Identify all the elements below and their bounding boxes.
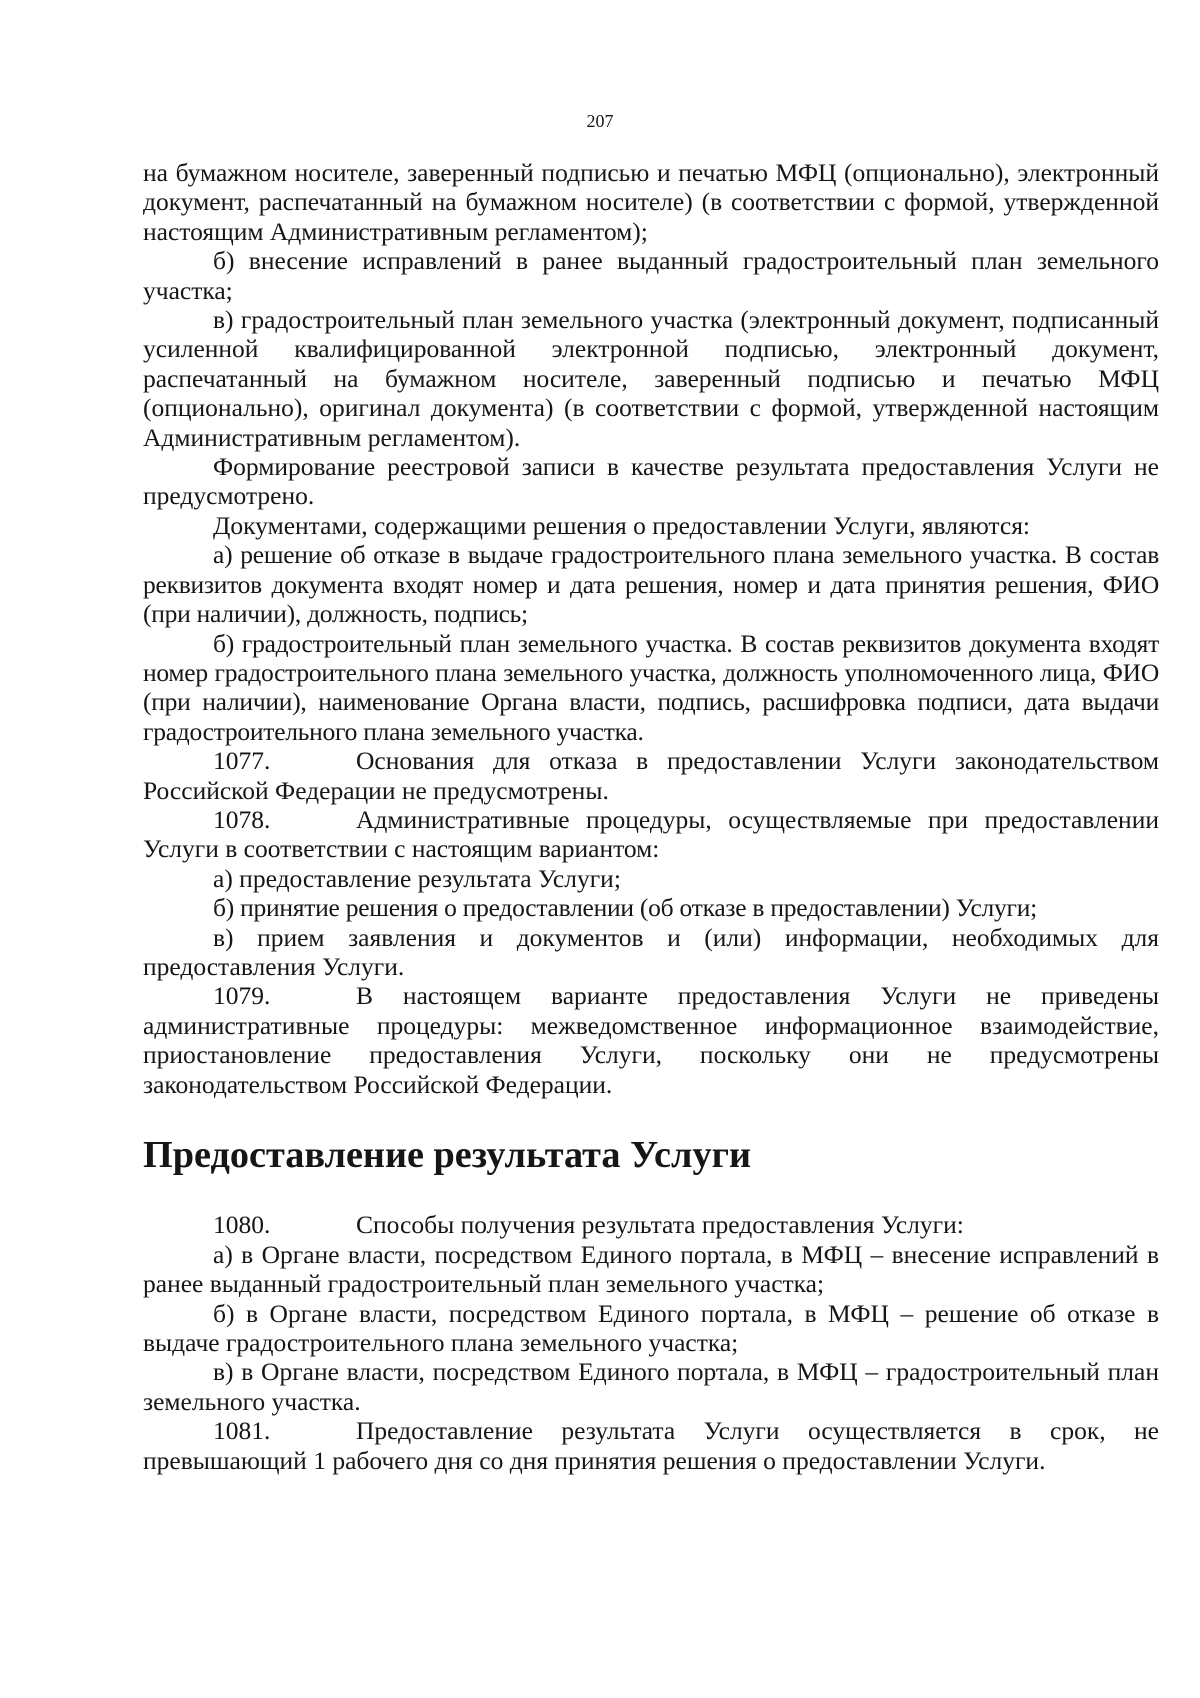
paragraph-text: а) решение об отказе в выдаче градостроительного плана земельного участка. В состав реквизитов документа входят номер и дата решения, номер и дата принятия решения, ФИО (при наличии), должность, подпись; (143, 540, 1159, 629)
numbered-paragraph (143, 805, 1159, 864)
paragraph-text: Формирование реестровой записи в качестве результата предоставления Услуги не предусмотрено. (143, 452, 1159, 511)
paragraph-number: 1079. (213, 981, 271, 1011)
paragraph (143, 511, 1159, 540)
paragraph (143, 1299, 1159, 1358)
numbered-paragraph (143, 1210, 1159, 1239)
paragraph (143, 864, 1159, 893)
paragraph-text: б) принятие решения о предоставлении (об отказе в предоставлении) Услуги; (213, 893, 1037, 923)
paragraph-text: б) в Органе власти, посредством Единого портала, в МФЦ – решение об отказе в выдаче градостроительного плана земельного участка; (143, 1298, 1159, 1358)
document-body (143, 158, 1159, 1475)
section-heading: Предоставление результата Услуги (143, 1134, 752, 1176)
paragraphs-after-heading (143, 1210, 1159, 1475)
paragraph-number: 1081. (213, 1416, 271, 1446)
paragraphs-before-heading (143, 158, 1159, 1099)
paragraph-text: а) предоставление результата Услуги; (213, 863, 621, 893)
paragraph (143, 629, 1159, 747)
paragraph-text: Предоставление результата Услуги осуществляется в срок, не превышающий 1 рабочего дня со дня принятия решения о предоставлении Услуги. (143, 1416, 1159, 1475)
paragraph-text: Административные процедуры, осуществляемые при предоставлении Услуги в соответствии с настоящим вариантом: (143, 804, 1159, 864)
paragraph-text: В настоящем варианте предоставления Услуги не приведены административные процедуры: межведомственное информационное взаимодействие, приостановление предоставления Услуги, поскольку они не предусмотрены законодательством Российской Федерации. (143, 981, 1159, 1099)
paragraph-text: в) градостроительный план земельного участка (электронный документ, подписанный усиленной квалифицированной электронной подписью, электронный документ, распечатанный на бумажном носителе, заверенный подписью и печатью МФЦ (опционально), оригинал документа) (в соответствии с формой, утвержденной настоящим Административным регламентом). (143, 305, 1159, 452)
paragraph-text: б) градостроительный план земельного участка. В состав реквизитов документа входят номер градостроительного плана земельного участка, должность уполномоченного лица, ФИО (при наличии), наименование Органа власти, подпись, расшифровка подписи, дата выдачи градостроительного плана земельного участка. (143, 628, 1159, 746)
paragraph (143, 540, 1159, 628)
paragraph-number: 1078. (213, 804, 271, 834)
paragraph-number: 1077. (213, 746, 271, 776)
paragraph (143, 1240, 1159, 1299)
numbered-paragraph (143, 1416, 1159, 1475)
paragraph-text: Основания для отказа в предоставлении Услуги законодательством Российской Федерации не предусмотрены. (143, 746, 1159, 805)
numbered-paragraph (143, 746, 1159, 805)
paragraph-text: б) внесение исправлений в ранее выданный градостроительный план земельного участка; (143, 246, 1159, 305)
paragraph (143, 452, 1159, 511)
paragraph (143, 1357, 1159, 1416)
paragraph (143, 893, 1159, 922)
paragraph (143, 305, 1159, 452)
paragraph-text: на бумажном носителе, заверенный подписью и печатью МФЦ (опционально), электронный документ, распечатанный на бумажном носителе) (в соответствии с формой, утвержденной настоящим Административным регламентом); (143, 158, 1159, 246)
paragraph-text: Документами, содержащими решения о предоставлении Услуги, являются: (213, 510, 1031, 540)
paragraph-text: в) прием заявления и документов и (или) информации, необходимых для предоставления Услуги. (143, 922, 1159, 981)
paragraph (143, 158, 1159, 246)
paragraph-number: 1080. (213, 1210, 271, 1240)
paragraph-text: Способы получения результата предоставления Услуги: (356, 1210, 964, 1240)
numbered-paragraph (143, 981, 1159, 1099)
paragraph-text: а) в Органе власти, посредством Единого портала, в МФЦ – внесение исправлений в ранее выданный градостроительный план земельного участка; (143, 1239, 1159, 1299)
paragraph (143, 923, 1159, 982)
page-number: 207 (586, 111, 614, 131)
paragraph-text: в) в Органе власти, посредством Единого портала, в МФЦ – градостроительный план земельного участка. (143, 1357, 1159, 1416)
paragraph (143, 246, 1159, 305)
